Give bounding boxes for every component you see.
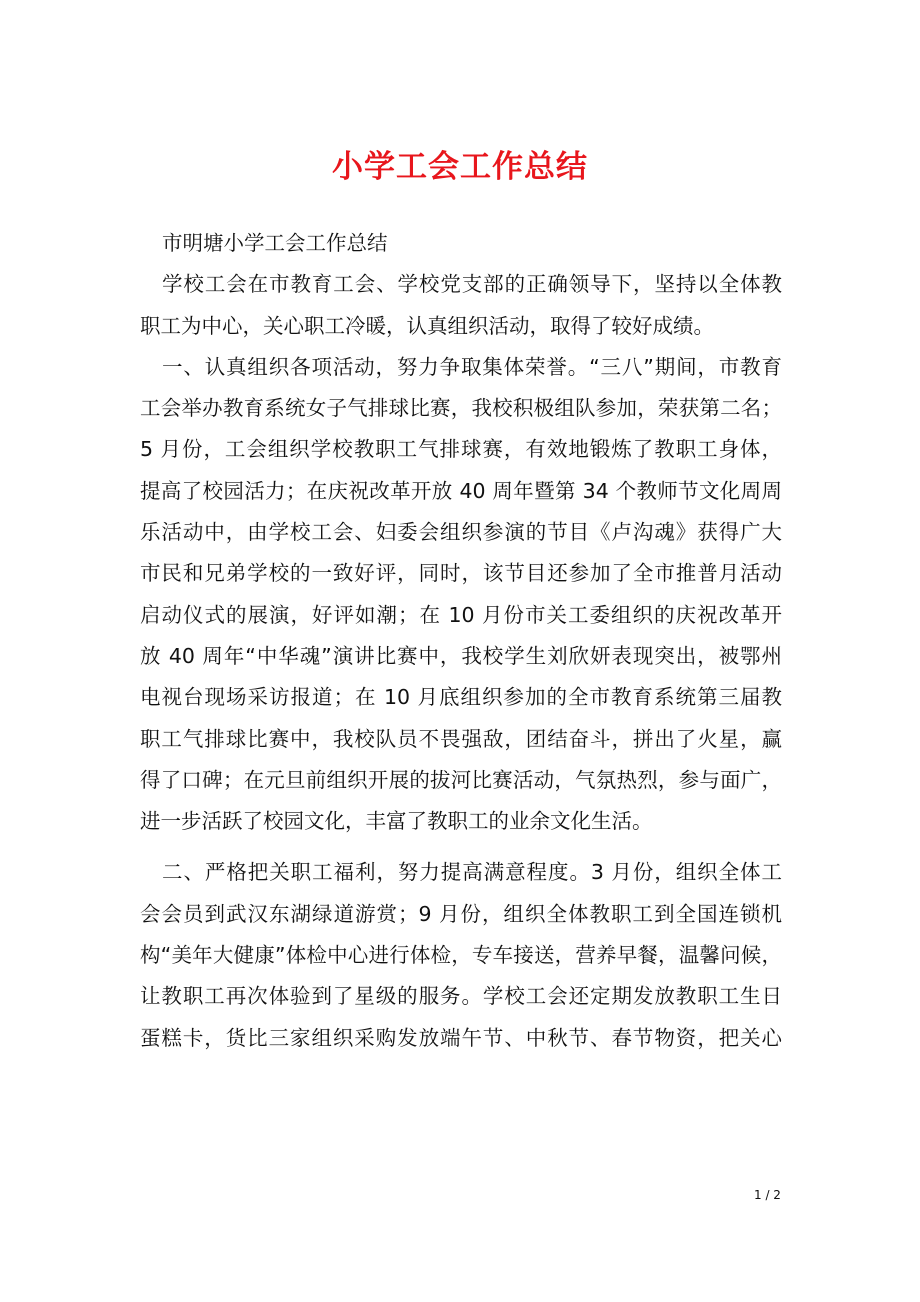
- paragraph-line: 市民和兄弟学校的一致好评，同时，该节目还参加了全市推普月活动: [140, 561, 782, 586]
- paragraph-line: 提高了校园活力；在庆祝改革开放 40 周年暨第 34 个教师节文化周周: [140, 478, 782, 503]
- paragraph-line: 蛋糕卡，货比三家组织采购发放端午节、中秋节、春节物资，把关心: [140, 1025, 782, 1050]
- paragraph-line: 5 月份，工会组织学校教职工气排球赛，有效地锻炼了教职工身体，: [140, 437, 782, 462]
- paragraph-line: 二、严格把关职工福利，努力提高满意程度。3 月份，组织全体工: [162, 860, 782, 885]
- paragraph-line: 进一步活跃了校园文化，丰富了教职工的业余文化生活。: [140, 809, 653, 834]
- paragraph-line: 乐活动中，由学校工会、妇委会组织参演的节目《卢沟魂》获得广大: [140, 520, 782, 545]
- paragraph-line: 工会举办教育系统女子气排球比赛，我校积极组队参加，荣获第二名；: [140, 396, 782, 421]
- document-body: [140, 223, 782, 1059]
- page-number: 1 / 2: [754, 1188, 781, 1202]
- paragraph-line: 职工为中心，关心职工冷暖，认真组织活动，取得了较好成绩。: [140, 313, 714, 338]
- paragraph-line: 电视台现场采访报道；在 10 月底组织参加的全市教育系统第三届教: [140, 685, 782, 710]
- paragraph-line: 一、认真组织各项活动，努力争取集体荣誉。“三八”期间，市教育: [162, 354, 782, 379]
- paragraph-line: 会会员到武汉东湖绿道游赏；9 月份，组织全体教职工到全国连锁机: [140, 901, 782, 926]
- paragraph-line: 让教职工再次体验到了星级的服务。学校工会还定期发放教职工生日: [140, 984, 782, 1009]
- paragraph-line: 构“美年大健康”体检中心进行体检，专车接送，营养早餐，温馨问候，: [140, 943, 782, 968]
- page-title: 小学工会工作总结: [332, 149, 588, 185]
- paragraph-line: 得了口碑；在元旦前组织开展的拔河比赛活动，气氛热烈，参与面广，: [140, 767, 782, 792]
- paragraph-line: 启动仪式的展演，好评如潮；在 10 月份市关工委组织的庆祝改革开: [140, 602, 782, 627]
- subtitle-line: 市明塘小学工会工作总结: [162, 231, 388, 255]
- paragraph-line: 放 40 周年“中华魂”演讲比赛中，我校学生刘欣妍表现突出，被鄂州: [140, 643, 782, 668]
- paragraph-line: 学校工会在市教育工会、学校党支部的正确领导下，坚持以全体教: [162, 272, 782, 297]
- paragraph-line: 职工气排球比赛中，我校队员不畏强敌，团结奋斗，拼出了火星，赢: [140, 726, 782, 751]
